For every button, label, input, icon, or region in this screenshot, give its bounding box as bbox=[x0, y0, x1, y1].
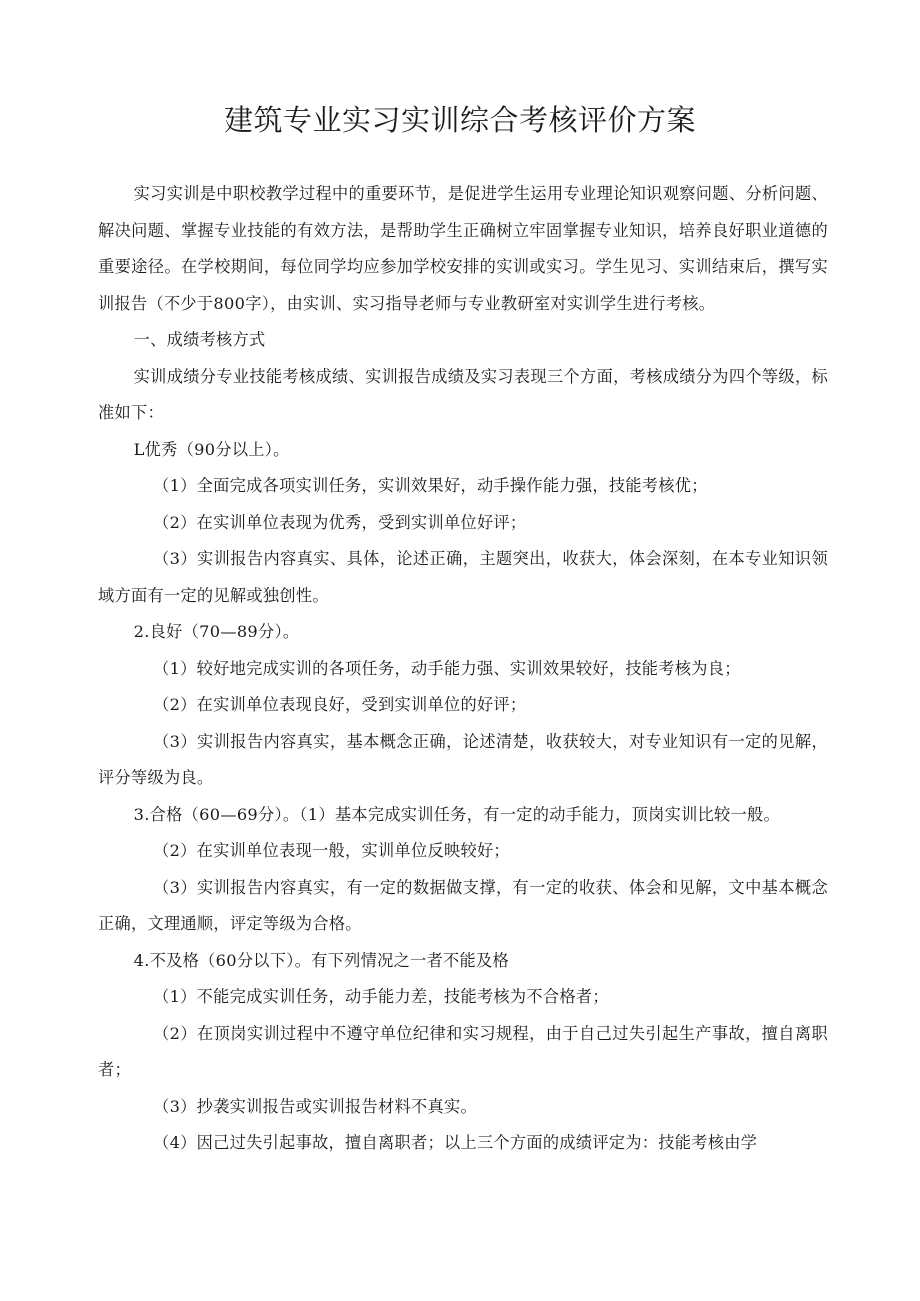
criterion-item: （3）实训报告内容真实，有一定的数据做支撑，有一定的收获、体会和见解，文中基本概念正确，文理通顺，评定等级为合格。 bbox=[98, 877, 828, 933]
criterion-item: （3）抄袭实训报告或实训报告材料不真实。 bbox=[153, 1096, 477, 1116]
criterion-item: （3）实训报告内容真实、具体，论述正确，主题突出，收获大，体会深刻，在本专业知识领域方面有一定的见解或独创性。 bbox=[98, 549, 828, 605]
criterion-item: （2）在实训单位表现良好，受到实训单位的好评； bbox=[153, 695, 527, 714]
document-body bbox=[98, 176, 828, 1162]
criterion-item: （1）全面完成各项实训任务，实训效果好，动手操作能力强，技能考核优； bbox=[153, 476, 708, 495]
criterion-item: （1）不能完成实训任务，动手能力差，技能考核为不合格者； bbox=[153, 987, 609, 1006]
grade-heading-good: 2.良好（70—89分）。 bbox=[133, 622, 300, 641]
document-title: 建筑专业实习实训综合考核评价方案 bbox=[223, 103, 696, 137]
criterion-item: （2）在顶岗实训过程中不遵守单位纪律和实习规程，由于自己过失引起生产事故，擅自离职者； bbox=[98, 1023, 828, 1079]
criterion-item: （2）在实训单位表现一般，实训单位反映较好； bbox=[153, 841, 510, 860]
criterion-item: （4）因己过失引起事故，擅自离职者；以上三个方面的成绩评定为：技能考核由学 bbox=[153, 1133, 758, 1152]
section-heading: 一、成绩考核方式 bbox=[133, 330, 266, 349]
criterion-item: （2）在实训单位表现为优秀，受到实训单位好评； bbox=[153, 512, 527, 532]
paragraph: 实训成绩分专业技能考核成绩、实训报告成绩及实习表现三个方面，考核成绩分为四个等级，标准如下： bbox=[98, 366, 828, 422]
criterion-item: （3）实训报告内容真实，基本概念正确，论述清楚，收获较大，对专业知识有一定的见解，评分等级为良。 bbox=[98, 731, 828, 787]
criterion-item: （1）较好地完成实训的各项任务，动手能力强、实训效果较好，技能考核为良； bbox=[153, 658, 741, 678]
grade-heading-fail: 4.不及格（60分以下）。有下列情况之一者不能及格 bbox=[133, 950, 510, 970]
grade-heading-pass: 3.合格（60—69分）。（1）基本完成实训任务，有一定的动手能力，顶岗实训比较一般。 bbox=[133, 804, 781, 824]
grade-heading-excellent: L优秀（90分以上）。 bbox=[133, 439, 290, 459]
intro-paragraph: 实习实训是中职校教学过程中的重要环节，是促进学生运用专业理论知识观察问题、分析问题、解决问题、掌握专业技能的有效方法，是帮助学生正确树立牢固掌握专业知识，培养良好职业道德的重要途径。在学校期间，每位同学均应参加学校安排的实训或实习。学生见习、实训结束后，撰写实训报告（不少于800字），由实训、实习指导老师与专业教研室对实训学生进行考核。 bbox=[98, 184, 828, 313]
